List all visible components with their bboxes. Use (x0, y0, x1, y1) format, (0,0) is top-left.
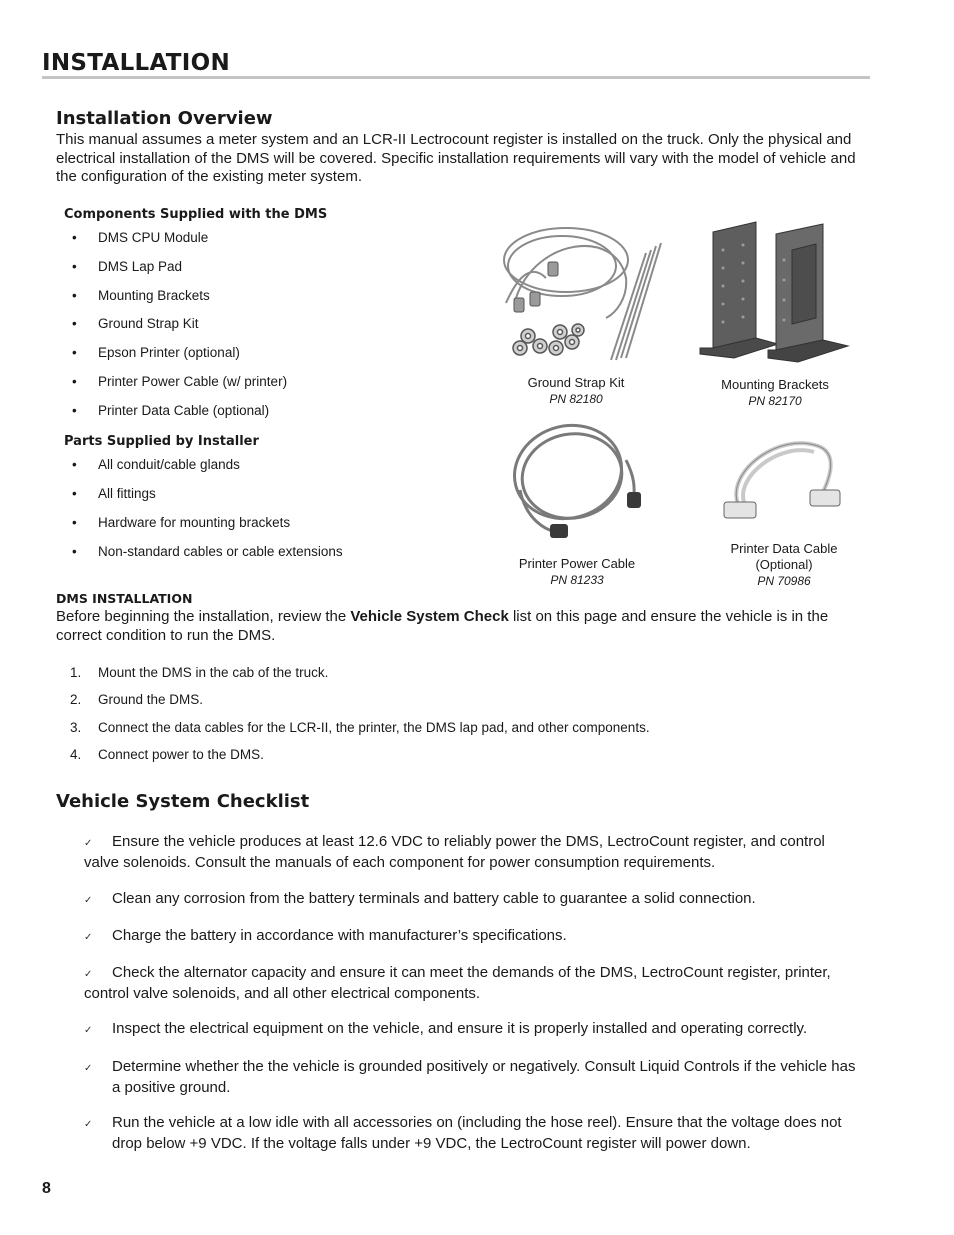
step-2: 2. Ground the DMS. (70, 692, 204, 707)
components-heading: Components Supplied with the DMS (64, 207, 328, 222)
installer-parts-heading: Parts Supplied by Installer (64, 434, 259, 449)
installer-parts-list (64, 457, 343, 573)
overview-text: This manual assumes a meter system and an LCR-II Lectrocount register is installed on the truck. Only the physical and electrical installation of the DMS will be covered. Specific installation requirements will vary with the model of vehicle and the configuration of the existing meter system. (56, 131, 856, 185)
ground-strap-kit-image (496, 218, 671, 368)
checklist-heading: Vehicle System Checklist (56, 791, 310, 812)
page-title: INSTALLATION (42, 50, 231, 76)
check-mark-icon: ✓ (84, 969, 93, 980)
list-item: • DMS Lap Pad (72, 258, 183, 274)
printer-data-cable-caption: Printer Data Cable (Optional) PN 70986 (730, 541, 838, 588)
check-mark-icon: ✓ (84, 838, 93, 849)
checklist-item: ✓ Check the alternator capacity and ensure it can meet the demands of the DMS, LectroCount register, printer, control valve solenoids, and all other electrical components. (84, 964, 831, 1002)
checklist-item: ✓ Inspect the electrical equipment on the vehicle, and ensure it is properly installed and operating correctly. (84, 1019, 864, 1040)
check-mark-icon: ✓ (84, 1063, 93, 1074)
checklist-item: ✓ Determine whether the the vehicle is grounded positively or negatively. Consult Liquid Controls if the vehicle has a positive ground. (84, 1058, 856, 1096)
title-rule (42, 76, 870, 79)
components-list (64, 230, 287, 432)
checklist-item: ✓ Charge the battery in accordance with manufacturer’s specifications. (84, 926, 864, 947)
printer-power-cable-caption: Printer Power Cable PN 81233 (518, 556, 636, 587)
list-item: • All fittings (72, 486, 156, 501)
printer-power-cable-image (506, 420, 646, 555)
checklist-item: ✓ Clean any corrosion from the battery terminals and battery cable to guarantee a solid connection. (84, 889, 864, 910)
list-item: • Mounting Brackets (72, 287, 210, 303)
step-4: 4. Connect power to the DMS. (70, 747, 264, 762)
mounting-brackets-caption: Mounting Brackets PN 82170 (721, 377, 829, 408)
mounting-brackets-image (698, 220, 850, 365)
dms-installation-intro: Before beginning the installation, review the Vehicle System Check list on this page and ensure the vehicle is in the correct condition to run the DMS. (56, 608, 829, 644)
list-item: • Printer Data Cable (optional) (72, 402, 270, 418)
list-item: • DMS CPU Module (72, 230, 209, 245)
step-3: 3. Connect the data cables for the LCR-II, the printer, the DMS lap pad, and other components. (70, 720, 650, 735)
list-item: • Ground Strap Kit (72, 316, 199, 332)
ground-strap-kit-caption: Ground Strap Kit PN 82180 (527, 375, 625, 406)
list-item: • Epson Printer (optional) (72, 345, 240, 361)
overview-heading: Installation Overview (56, 108, 273, 129)
dms-installation-heading: DMS INSTALLATION (56, 591, 193, 606)
check-mark-icon: ✓ (84, 932, 93, 943)
check-mark-icon: ✓ (84, 895, 93, 906)
check-mark-icon: ✓ (84, 1025, 93, 1036)
printer-data-cable-image (718, 432, 846, 527)
list-item: • Hardware for mounting brackets (72, 515, 291, 530)
list-item: • Non-standard cables or cable extensions (72, 544, 343, 559)
check-mark-icon: ✓ (84, 1119, 93, 1130)
list-item: • All conduit/cable glands (72, 457, 240, 472)
step-1: 1. Mount the DMS in the cab of the truck. (70, 665, 329, 680)
list-item: • Printer Power Cable (w/ printer) (72, 373, 288, 389)
checklist-item: ✓ Ensure the vehicle produces at least 12.6 VDC to reliably power the DMS, LectroCount register, and control valve solenoids. Consult the manuals of each component for power consumption requirements. (84, 833, 825, 871)
page-number: 8 (42, 1180, 51, 1197)
checklist-item: ✓ Run the vehicle at a low idle with all accessories on (including the hose reel). Ensure that the voltage does not drop below +9 VDC. If the voltage falls under +9 VDC, the LectroCount register will power down. (84, 1114, 842, 1152)
